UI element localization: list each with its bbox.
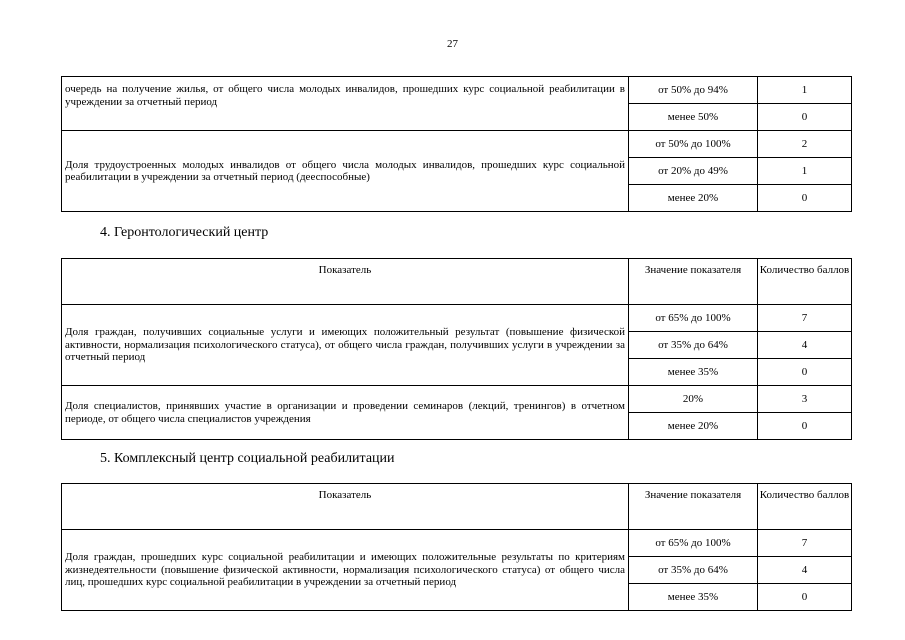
points-cell: 3 xyxy=(758,386,852,413)
value-range-cell: от 65% до 100% xyxy=(629,530,758,557)
section-heading-rehabilitation-center: 5. Комплексный центр социальной реабилитации xyxy=(100,451,395,466)
value-range-cell: от 35% до 64% xyxy=(629,332,758,359)
column-header-points: Количество баллов xyxy=(758,259,852,305)
value-range-cell: от 35% до 64% xyxy=(629,557,758,584)
section-heading-gerontology: 4. Геронтологический центр xyxy=(100,225,269,240)
column-header-value: Значение показателя xyxy=(629,259,758,305)
value-range-cell: менее 50% xyxy=(629,104,758,131)
table-header-row xyxy=(62,484,852,530)
table-row xyxy=(62,131,852,158)
value-range-cell: 20% xyxy=(629,386,758,413)
points-cell: 0 xyxy=(758,413,852,440)
value-range-cell: менее 20% xyxy=(629,413,758,440)
value-range-cell: от 20% до 49% xyxy=(629,158,758,185)
points-cell: 1 xyxy=(758,77,852,104)
indicator-cell: очередь на получение жилья, от общего числа молодых инвалидов, прошедших курс социальной реабилитации в учреждении за отчетный период xyxy=(62,77,629,131)
column-header-points: Количество баллов xyxy=(758,484,852,530)
points-cell: 4 xyxy=(758,557,852,584)
value-range-cell: менее 20% xyxy=(629,185,758,212)
points-cell: 0 xyxy=(758,104,852,131)
points-cell: 2 xyxy=(758,131,852,158)
table-row xyxy=(62,305,852,332)
points-cell: 1 xyxy=(758,158,852,185)
indicators-table-gerontology xyxy=(61,258,852,440)
value-range-cell: от 65% до 100% xyxy=(629,305,758,332)
indicators-table-continued xyxy=(61,76,852,212)
column-header-indicator: Показатель xyxy=(62,484,629,530)
value-range-cell: менее 35% xyxy=(629,584,758,611)
value-range-cell: от 50% до 94% xyxy=(629,77,758,104)
points-cell: 7 xyxy=(758,305,852,332)
points-cell: 4 xyxy=(758,332,852,359)
indicator-cell: Доля граждан, прошедших курс социальной реабилитации и имеющих положительные результаты по критериям жизнедеятельности (повышение физической активности, нормализация психологического статуса) от общего числа лиц, прошедших курс социальной реабилитации в учреждении за отчетный период xyxy=(62,530,629,611)
page-number: 27 xyxy=(447,38,458,50)
column-header-indicator: Показатель xyxy=(62,259,629,305)
indicator-cell: Доля граждан, получивших социальные услуги и имеющих положительный результат (повышение физической активности, нормализация психологического статуса), от общего числа граждан, получивших услуги в учреждении за отчетный период xyxy=(62,305,629,386)
points-cell: 7 xyxy=(758,530,852,557)
table-row xyxy=(62,77,852,104)
value-range-cell: от 50% до 100% xyxy=(629,131,758,158)
indicator-cell: Доля специалистов, принявших участие в организации и проведении семинаров (лекций, тренингов) в отчетном периоде, от общего числа специалистов учреждения xyxy=(62,386,629,440)
points-cell: 0 xyxy=(758,185,852,212)
points-cell: 0 xyxy=(758,359,852,386)
points-cell: 0 xyxy=(758,584,852,611)
indicator-cell: Доля трудоустроенных молодых инвалидов от общего числа молодых инвалидов, прошедших курс социальной реабилитации в учреждении за отчетный период (дееспособные) xyxy=(62,131,629,212)
value-range-cell: менее 35% xyxy=(629,359,758,386)
table-row xyxy=(62,530,852,557)
indicators-table-rehabilitation xyxy=(61,483,852,611)
column-header-value: Значение показателя xyxy=(629,484,758,530)
table-header-row xyxy=(62,259,852,305)
table-row xyxy=(62,386,852,413)
